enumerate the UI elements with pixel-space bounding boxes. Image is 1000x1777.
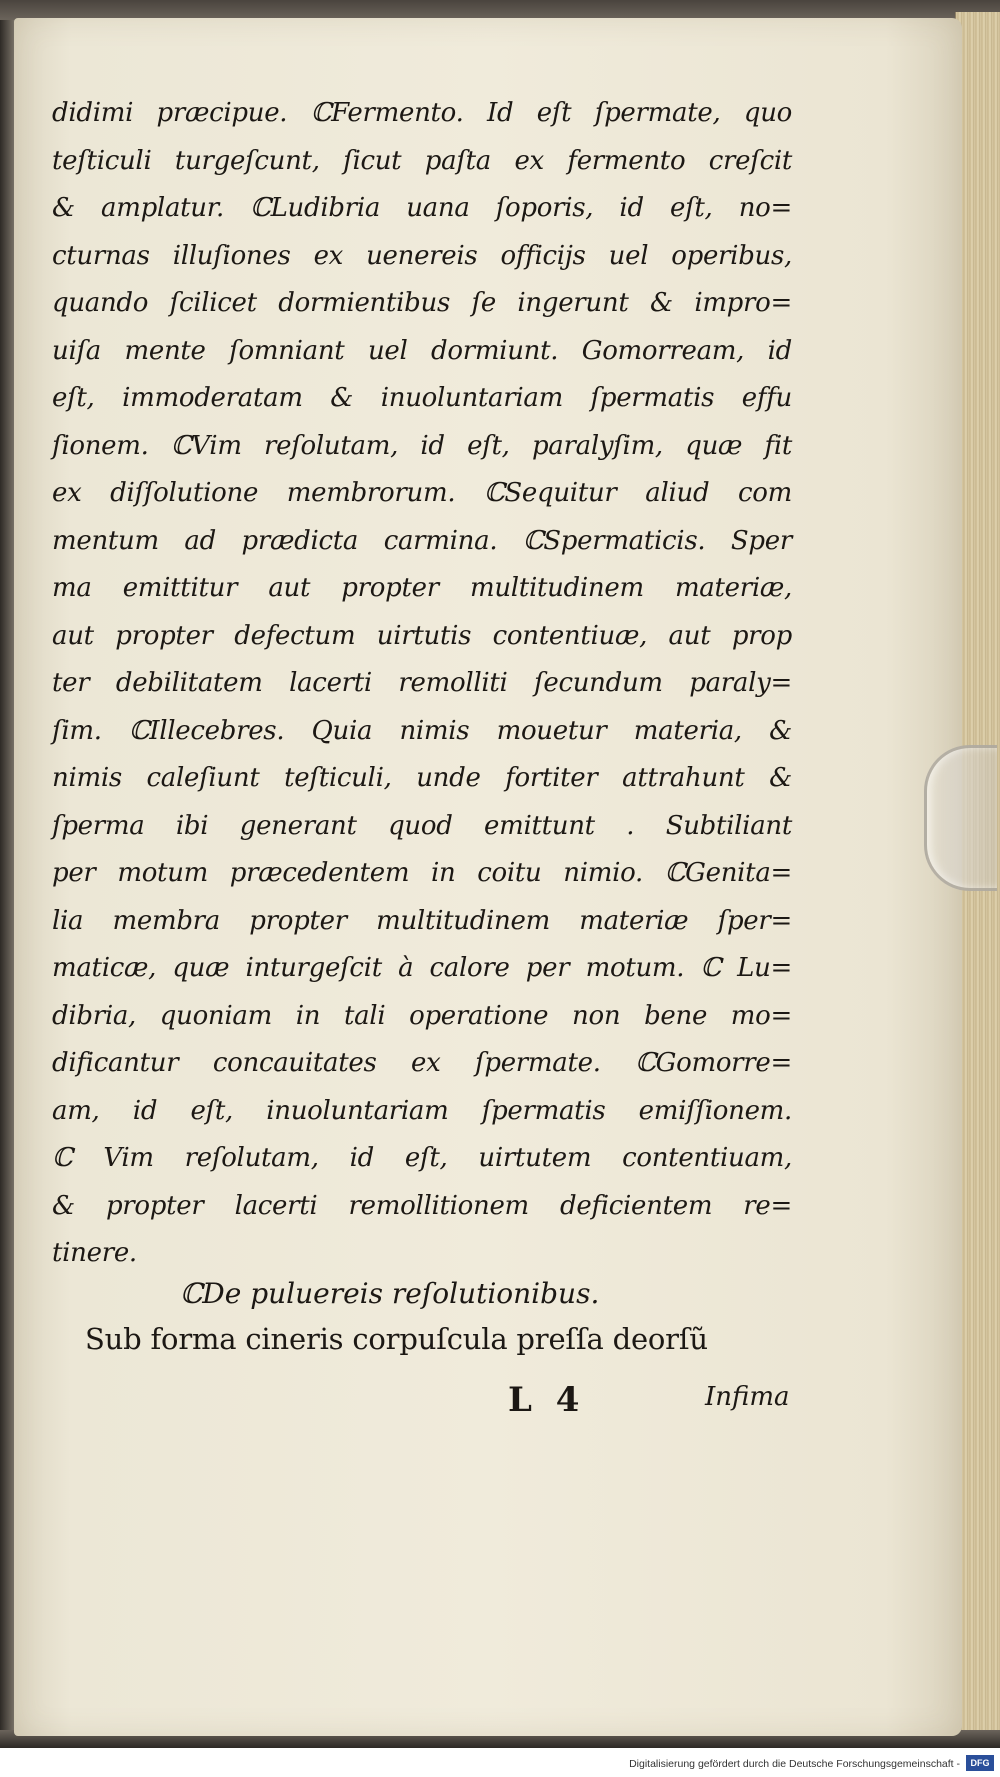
- page-clip: [924, 745, 997, 891]
- text-line: maticæ, quæ inturgeſcit à calore per motum. ℂ Lu=: [52, 953, 792, 983]
- text-line: cturnas illuſiones ex uenereis officijs uel operibus,: [52, 240, 792, 271]
- text-line: am, id eſt, inuoluntariam ſpermatis emiſſionem.: [52, 1095, 792, 1126]
- text-line: mentum ad prædicta carmina. ℂSpermaticis. Sper: [52, 525, 792, 556]
- text-line: dibria, quoniam in tali operatione non bene mo=: [52, 1000, 792, 1031]
- text-line: ſperma ibi generant quod emittunt . Subtiliant: [52, 810, 792, 841]
- text-line: nimis caleſiunt teſticuli, unde fortiter attrahunt &: [52, 763, 792, 793]
- text-line: uiſa mente ſomniant uel dormiunt. Gomorream, id: [52, 335, 792, 366]
- text-line: & propter lacerti remollitionem deficientem re=: [52, 1190, 792, 1221]
- dfg-logo: DFG: [966, 1755, 994, 1771]
- text-line: tinere.: [52, 1238, 137, 1268]
- catchword: Infima: [705, 1382, 790, 1412]
- text-line: didimi præcipue. ℂFermento. Id eſt ſpermate, quo: [52, 98, 792, 128]
- text-line: ter debilitatem lacerti remolliti ſecundum paraly=: [52, 668, 792, 698]
- section-heading: ℂDe puluereis reſolutionibus.: [180, 1277, 600, 1310]
- text-line: quando ſcilicet dormientibus ſe ingerunt & impro=: [52, 288, 792, 318]
- text-line: ma emittitur aut propter multitudinem materiæ,: [52, 573, 792, 603]
- footer-credit: Digitalisierung gefördert durch die Deutsche Forschungsgemeinschaft -: [629, 1758, 960, 1770]
- signature-mark: L 4: [508, 1380, 586, 1420]
- text-line: teſticuli turgeſcunt, ſicut paſta ex fermento creſcit: [52, 145, 792, 176]
- text-line: ſionem. ℂVim reſolutam, id eſt, paralyſim, quæ fit: [52, 430, 792, 461]
- text-line: per motum præcedentem in coitu nimio. ℂGenita=: [52, 858, 792, 888]
- text-line: lia membra propter multitudinem materiæ ſper=: [52, 905, 792, 936]
- text-line: ex diſſolutione membrorum. ℂSequitur aliud com: [52, 478, 792, 508]
- text-line: dificantur concauitates ex ſpermate. ℂGomorre=: [52, 1048, 792, 1078]
- text-line: eſt, immoderatam & inuoluntariam ſpermatis effu: [52, 383, 792, 413]
- text-line: ℂ Vim reſolutam, id eſt, uirtutem contentiuam,: [52, 1143, 792, 1173]
- text-line: ſim. ℂIllecebres. Quia nimis mouetur materia, &: [52, 715, 792, 746]
- text-line: & amplatur. ℂLudibria uana ſoporis, id eſt, no=: [52, 193, 792, 223]
- text-line: aut propter defectum uirtutis contentiuæ, aut prop: [52, 620, 792, 651]
- book-top-edge: [0, 0, 1000, 20]
- verse-line: Sub forma cineris corpuſcula preſſa deorſũ: [85, 1322, 708, 1356]
- commentary-text: [52, 90, 792, 1278]
